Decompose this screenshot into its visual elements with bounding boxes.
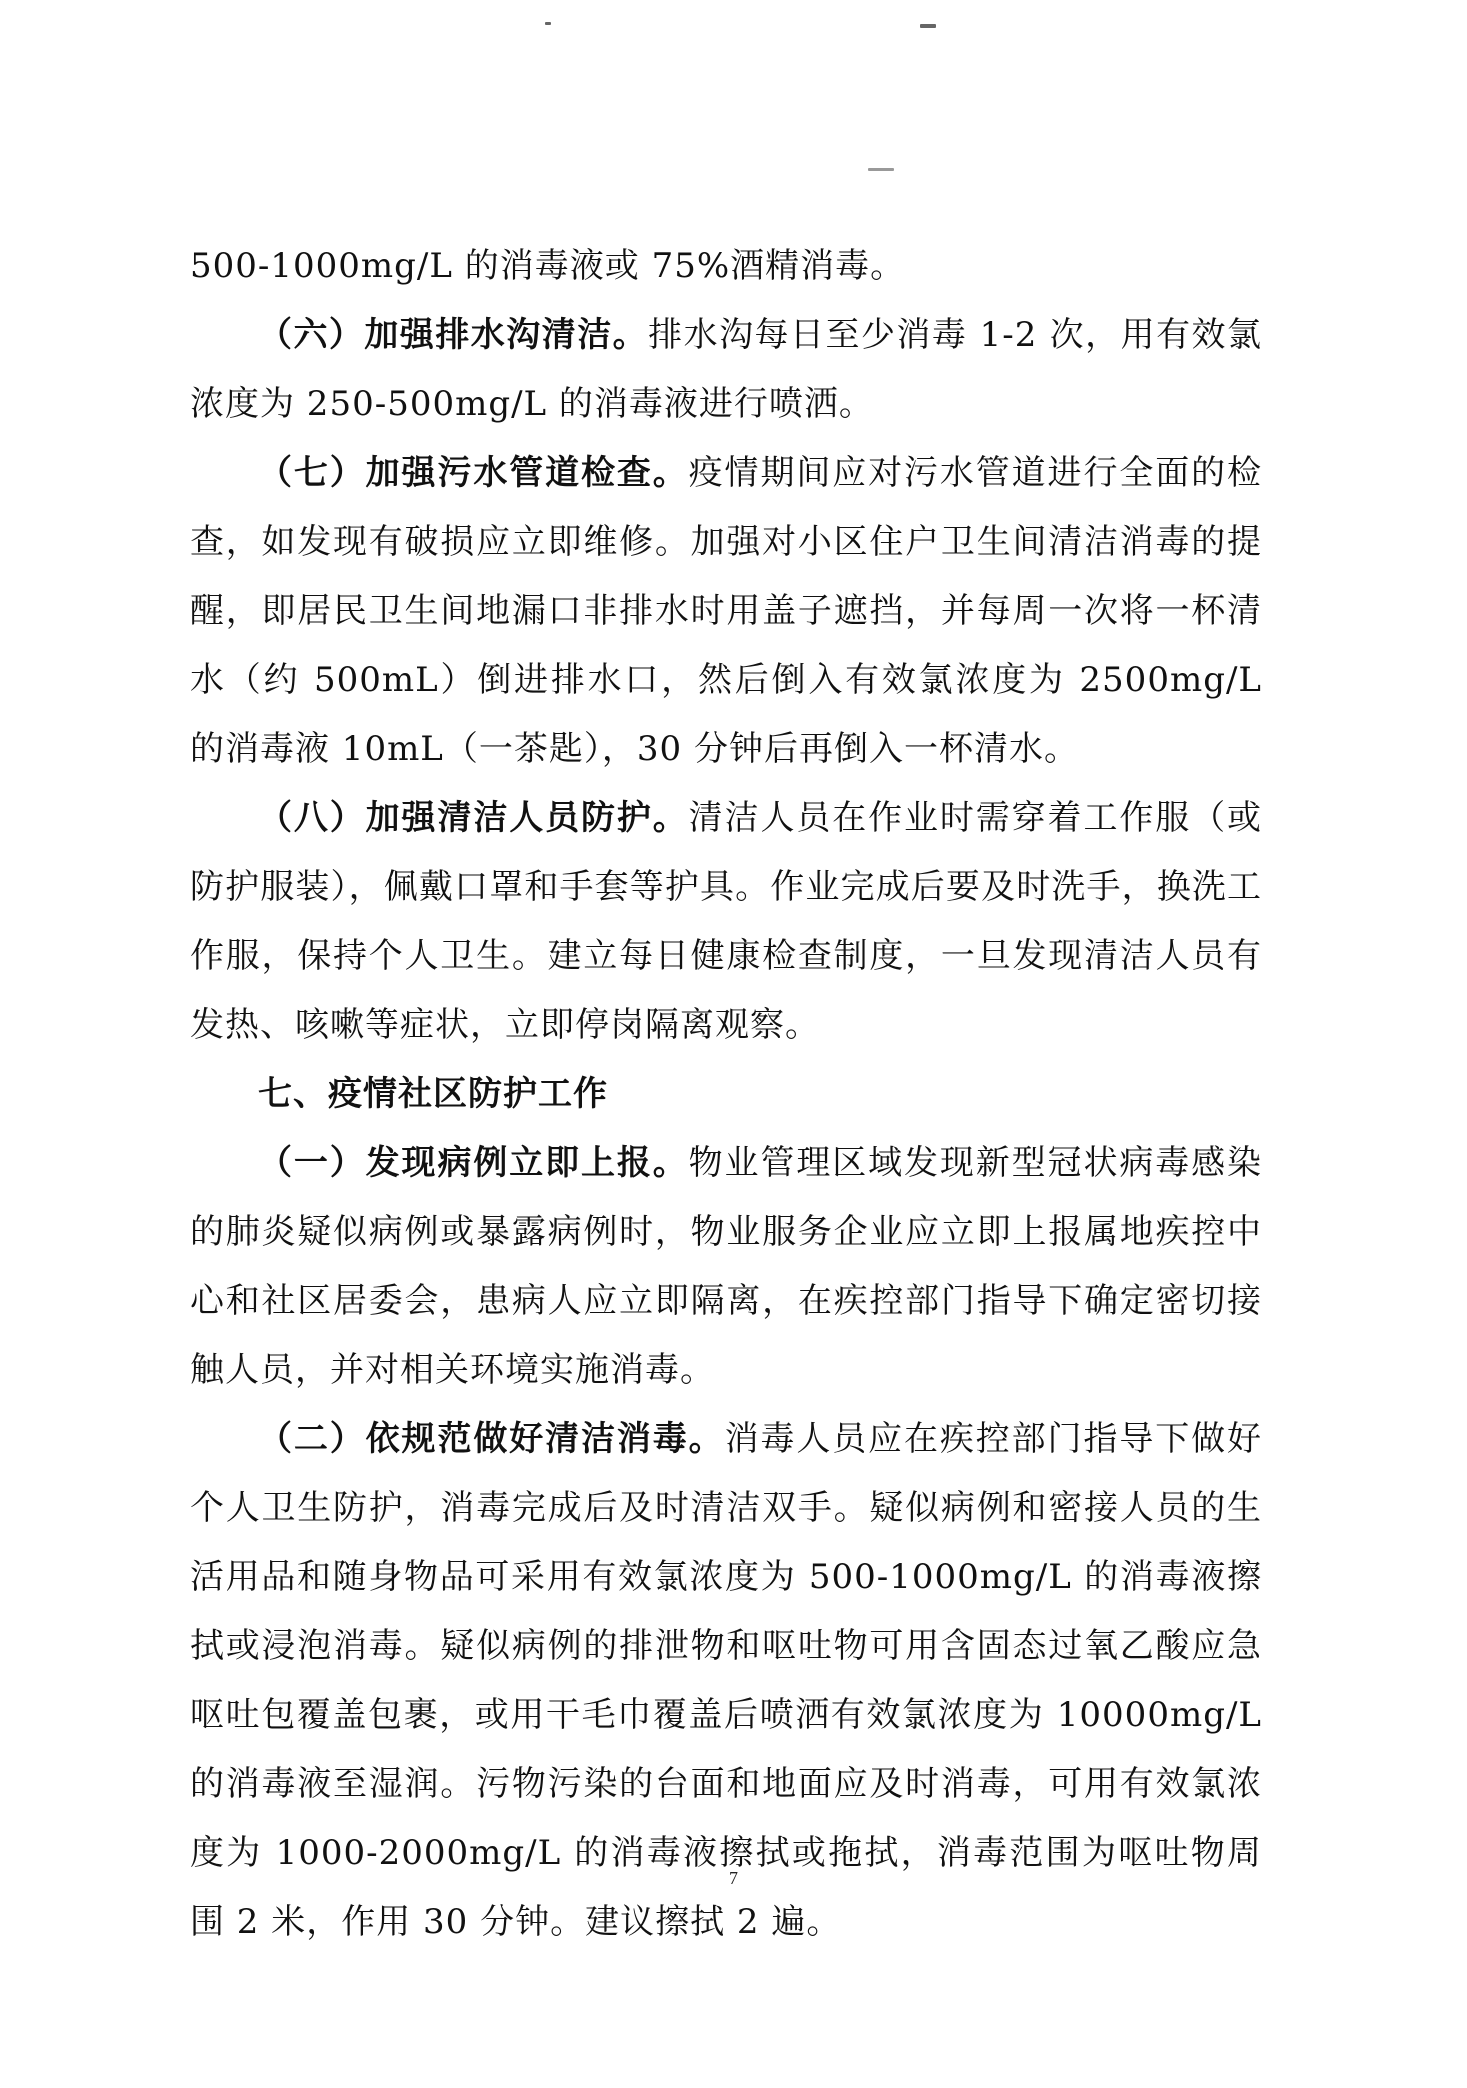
paragraph-text: 物业管理区域发现新型冠状病毒感染的肺炎疑似病例或暴露病例时，物业服务企业应立即上报属地疾控中心和社区居委会，患病人应立即隔离，在疾控部门指导下确定密切接触人员，并对相关环境实施消毒。 xyxy=(190,1143,1263,1390)
paragraph-text: 疫情期间应对污水管道进行全面的检查，如发现有破损应立即维修。加强对小区住户卫生间清洁消毒的提醒，即居民卫生间地漏口非排水时用盖子遮挡，并每周一次将一杯清水（约 500mL）倒进排水口，然后倒入有效氯浓度为 2500mg/L 的消毒液 10mL（一茶匙），30 分钟后再倒入一杯清水。 xyxy=(190,453,1263,769)
paragraph-label: （七）加强污水管道检查。 xyxy=(258,453,689,493)
paragraph-continuation xyxy=(190,232,1262,301)
paragraph-text: 500-1000mg/L 的消毒液或 75%酒精消毒。 xyxy=(190,246,906,286)
document-body xyxy=(190,232,1262,1957)
scan-speck xyxy=(920,24,936,28)
scan-speck xyxy=(545,22,551,25)
paragraph-label: （二）依规范做好清洁消毒。 xyxy=(258,1419,725,1459)
section-heading: 七、疫情社区防护工作 xyxy=(258,1074,608,1114)
page-number: 7 xyxy=(729,1868,738,1888)
paragraph-report-cases xyxy=(190,1129,1262,1405)
paragraph-label: （一）发现病例立即上报。 xyxy=(258,1143,689,1183)
paragraph-label: （八）加强清洁人员防护。 xyxy=(258,798,689,838)
paragraph-drain-cleaning xyxy=(190,301,1262,439)
paragraph-sewage-inspection xyxy=(190,439,1262,784)
paragraph-cleaner-protection xyxy=(190,784,1262,1060)
paragraph-label: （六）加强排水沟清洁。 xyxy=(258,315,649,355)
paragraph-text: 清洁人员在作业时需穿着工作服（或防护服装），佩戴口罩和手套等护具。作业完成后要及时洗手，换洗工作服，保持个人卫生。建立每日健康检查制度，一旦发现清洁人员有发热、咳嗽等症状，立即停岗隔离观察。 xyxy=(190,798,1263,1045)
scan-speck xyxy=(868,168,894,171)
paragraph-text: 排水沟每日至少消毒 1-2 次，用有效氯浓度为 250-500mg/L 的消毒液进行喷洒。 xyxy=(190,315,1263,424)
paragraph-text: 消毒人员应在疾控部门指导下做好个人卫生防护，消毒完成后及时清洁双手。疑似病例和密接人员的生活用品和随身物品可采用有效氯浓度为 500-1000mg/L 的消毒液擦拭或浸泡消毒。疑似病例的排泄物和呕吐物可用含固态过氧乙酸应急呕吐包覆盖包裹，或用干毛巾覆盖后喷洒有效氯浓度为 10000mg/L 的消毒液至湿润。污物污染的台面和地面应及时消毒，可用有效氯浓度为 1000-2000mg/L 的消毒液擦拭或拖拭，消毒范围为呕吐物周围 2 米，作用 30 分钟。建议擦拭 2 遍。 xyxy=(190,1419,1263,1942)
